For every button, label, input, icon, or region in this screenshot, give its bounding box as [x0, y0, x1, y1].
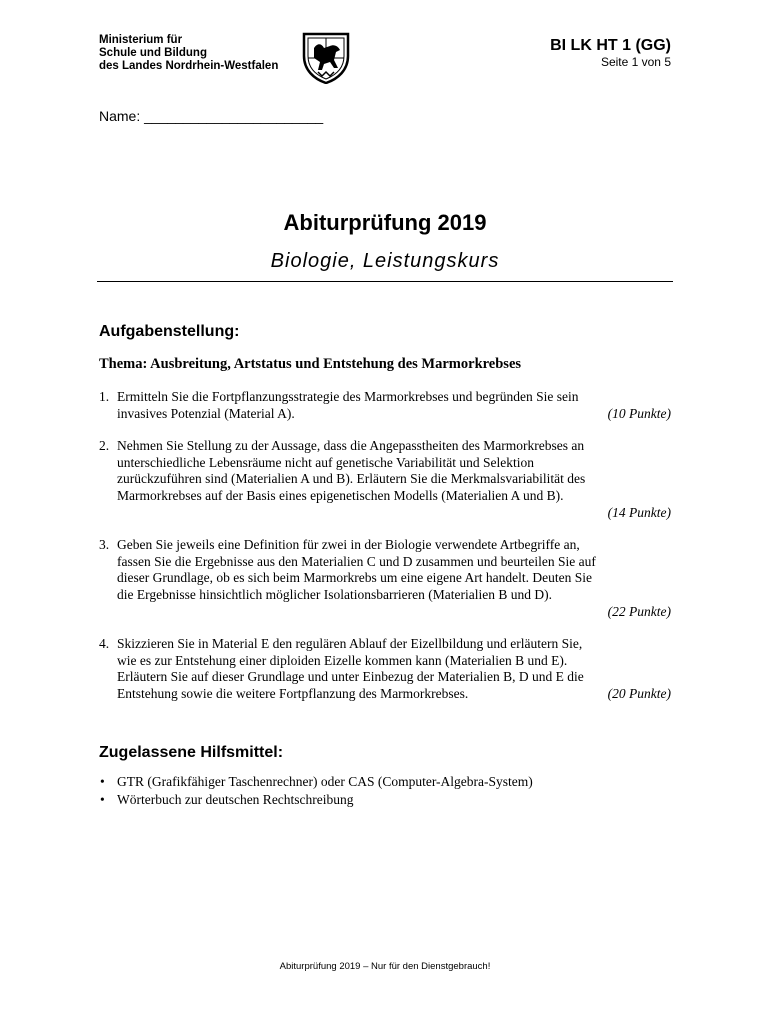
task-number: 2. — [99, 438, 110, 454]
title-divider — [97, 281, 673, 282]
task-item — [99, 438, 671, 521]
bullet-icon: • — [100, 774, 105, 789]
document-code: BI LK HT 1 (GG) — [550, 37, 671, 54]
bullet-icon: • — [100, 792, 105, 807]
task-line: Nehmen Sie Stellung zu der Aussage, dass die Angepasstheiten des Marmorkrebses an — [117, 438, 585, 454]
task-line: Entstehung sowie die weitere Fortpflanzung des Marmorkrebses. — [117, 685, 469, 701]
page-subtitle: Biologie, Leistungskurs — [270, 250, 500, 272]
section-heading-tasks: Aufgabenstellung: — [99, 323, 240, 340]
page-indicator: Seite 1 von 5 — [600, 55, 671, 69]
topic-line: Thema: Ausbreitung, Artstatus und Entstehung des Marmorkrebses — [99, 356, 522, 372]
task-item — [99, 537, 671, 620]
task-line: Erläutern Sie auf dieser Grundlage und unter Einbezug der Materialien B, D und E die — [117, 669, 584, 685]
task-number: 1. — [99, 389, 110, 404]
ministry-name — [99, 34, 278, 73]
task-line: unterschiedliche Lebensräume nicht auf genetische Variabilität und Selektion — [117, 454, 534, 470]
task-points: (14 Punkte) — [607, 504, 671, 520]
aids-list — [99, 773, 533, 809]
ministry-line: des Landes Nordrhein-Westfalen — [99, 60, 279, 72]
task-line-with-points — [117, 686, 671, 703]
task-line: fassen Sie die Ergebnisse aus den Materialien C und D zusammen und beurteilen Sie auf — [117, 553, 596, 569]
document-code-block — [550, 36, 671, 70]
task-line: dieser Grundlage, ob es sich beim Marmorkrebs um eine eigene Art handelt. Deuten Sie — [117, 570, 592, 586]
task-line: zurückzuführen sind (Materialien A und B). Erläutern Sie die Merkmalsvariabilität des — [117, 471, 586, 487]
task-line: Skizzieren Sie in Material E den regulären Ablauf der Eizellbildung und erläutern Sie, — [117, 636, 583, 652]
task-points: (20 Punkte) — [607, 685, 671, 701]
aid-text: Wörterbuch zur deutschen Rechtschreibung — [117, 792, 354, 807]
aid-text: GTR (Grafikfähiger Taschenrechner) oder CAS (Computer-Algebra-System) — [117, 774, 533, 789]
task-line-with-points — [117, 406, 671, 423]
ministry-line: Schule und Bildung — [99, 47, 207, 59]
task-item — [99, 389, 671, 422]
aid-item — [99, 791, 533, 809]
page-footer: Abiturprüfung 2019 – Nur für den Dienstgebrauch! — [279, 961, 491, 972]
task-number: 3. — [99, 537, 110, 553]
task-number: 4. — [99, 636, 110, 652]
page-title: Abiturprüfung 2019 — [283, 210, 487, 235]
task-line: Ermitteln Sie die Fortpflanzungsstrategie des Marmorkrebses und begründen Sie sein — [117, 389, 579, 404]
task-line: Marmorkrebses auf der Basis eines epigenetischen Modells (Materialien A und B). — [117, 487, 564, 503]
aid-item — [99, 773, 533, 791]
nrw-coat-of-arms-icon — [300, 32, 352, 84]
name-field: Name: _______________________ — [99, 108, 324, 124]
task-item — [99, 636, 671, 702]
task-line: wie es zur Entstehung einer diploiden Eizelle kommen kann (Materialien B und E). — [117, 652, 568, 668]
task-line: die Ergebnisse hinsichtlich möglicher Isolationsbarrieren (Materialien B und D). — [117, 586, 553, 602]
task-points: (22 Punkte) — [607, 603, 671, 619]
task-line: Geben Sie jeweils eine Definition für zwei in der Biologie verwendete Artbegriffe an, — [117, 537, 580, 553]
task-line: invasives Potenzial (Material A). — [117, 405, 295, 421]
section-heading-aids: Zugelassene Hilfsmittel: — [99, 744, 284, 761]
task-points: (10 Punkte) — [607, 405, 671, 421]
ministry-line: Ministerium für — [99, 34, 183, 46]
task-list — [99, 389, 671, 719]
